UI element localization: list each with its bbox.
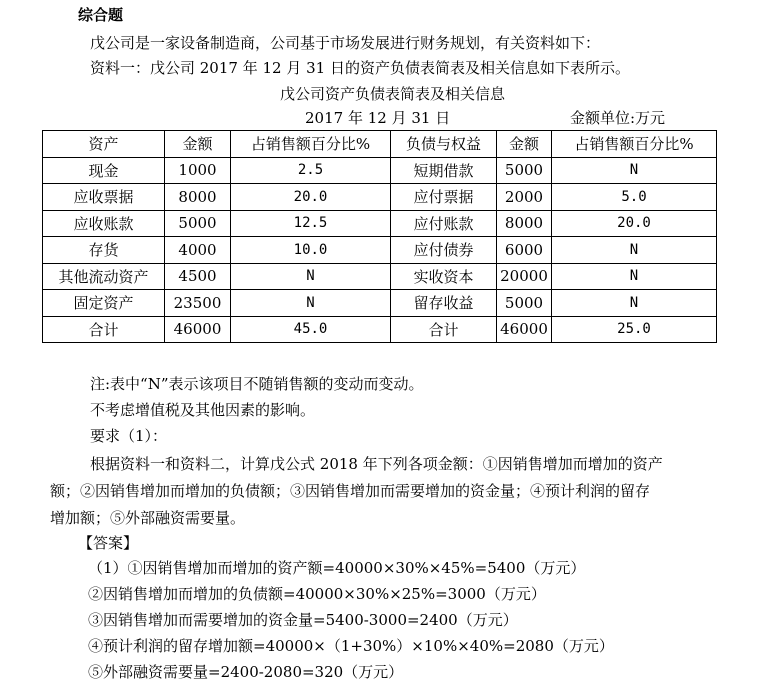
note-vat: 不考虑增值税及其他因素的影响。 xyxy=(90,401,316,419)
table-row xyxy=(43,263,717,290)
table-cell: 现金 xyxy=(43,157,165,184)
answer-line: ②因销售增加而增加的负债额=40000×30%×25%=3000（万元） xyxy=(88,585,546,603)
table-cell: 20.0 xyxy=(552,210,717,237)
table-row xyxy=(43,290,717,317)
table-cell: 短期借款 xyxy=(391,157,497,184)
requirement-line: 根据资料一和资料二，计算戊公式 2018 年下列各项金额：①因销售增加而增加的资产 xyxy=(90,455,663,473)
table-cell: 46000 xyxy=(497,316,552,343)
table-cell: 应付债券 xyxy=(391,237,497,264)
balance-sheet-table xyxy=(42,130,717,343)
table-cell: 5000 xyxy=(165,210,231,237)
table-cell: 6000 xyxy=(497,237,552,264)
table-row xyxy=(43,237,717,264)
table-cell: N xyxy=(552,263,717,290)
note-n-meaning: 注:表中“N”表示该项目不随销售额的变动而变动。 xyxy=(90,375,424,393)
table-cell: N xyxy=(552,157,717,184)
table-cell: 合计 xyxy=(43,316,165,343)
table-row xyxy=(43,157,717,184)
table-cell: 实收资本 xyxy=(391,263,497,290)
table-cell: 2.5 xyxy=(231,157,391,184)
table-cell: 20000 xyxy=(497,263,552,290)
table-cell: 应收票据 xyxy=(43,184,165,211)
table-row xyxy=(43,184,717,211)
material-one-paragraph: 资料一：戊公司 2017 年 12 月 31 日的资产负债表简表及相关信息如下表所示。 xyxy=(90,59,630,77)
table-cell: N xyxy=(231,263,391,290)
table-cell: 存货 xyxy=(43,237,165,264)
requirement-label: 要求（1）： xyxy=(90,427,168,445)
table-cell: 46000 xyxy=(165,316,231,343)
header-percent: 占销售额百分比% xyxy=(231,131,391,158)
intro-paragraph: 戊公司是一家设备制造商，公司基于市场发展进行财务规划，有关资料如下： xyxy=(90,34,601,52)
table-cell: 10.0 xyxy=(231,237,391,264)
table-cell: 固定资产 xyxy=(43,290,165,317)
table-cell: 5000 xyxy=(497,290,552,317)
table-cell: 留存收益 xyxy=(391,290,497,317)
table-cell: 合计 xyxy=(391,316,497,343)
table-cell: 4500 xyxy=(165,263,231,290)
table-date: 2017 年 12 月 31 日 xyxy=(305,109,451,127)
header-amount: 金额 xyxy=(497,131,552,158)
table-cell: 8000 xyxy=(165,184,231,211)
table-cell: 其他流动资产 xyxy=(43,263,165,290)
requirement-line: 增加额；⑤外部融资需要量。 xyxy=(50,509,246,527)
answer-line: ⑤外部融资需要量=2400-2080=320（万元） xyxy=(88,663,404,681)
table-cell: 5000 xyxy=(497,157,552,184)
table-cell: 25.0 xyxy=(552,316,717,343)
table-cell: 23500 xyxy=(165,290,231,317)
section-title: 综合题 xyxy=(78,6,124,24)
table-title: 戊公司资产负债表简表及相关信息 xyxy=(280,85,506,103)
table-cell: 应付票据 xyxy=(391,184,497,211)
table-unit: 金额单位:万元 xyxy=(570,109,666,127)
header-amount: 金额 xyxy=(165,131,231,158)
table-cell: 45.0 xyxy=(231,316,391,343)
table-cell: 应付账款 xyxy=(391,210,497,237)
table-cell: 20.0 xyxy=(231,184,391,211)
table-cell: 12.5 xyxy=(231,210,391,237)
table-cell: N xyxy=(552,290,717,317)
table-cell: 8000 xyxy=(497,210,552,237)
answer-line: ④预计利润的留存增加额=40000×（1+30%）×10%×40%=2080（万元） xyxy=(88,637,614,655)
answer-line: ③因销售增加而需要增加的资金量=5400-3000=2400（万元） xyxy=(88,611,518,629)
table-cell: N xyxy=(552,237,717,264)
table-total-row xyxy=(43,316,717,343)
table-cell: 应收账款 xyxy=(43,210,165,237)
header-assets: 资产 xyxy=(43,131,165,158)
table-row xyxy=(43,210,717,237)
header-liabilities-equity: 负债与权益 xyxy=(391,131,497,158)
table-cell: N xyxy=(231,290,391,317)
answer-line: （1）①因销售增加而增加的资产额=40000×30%×45%=5400（万元） xyxy=(88,559,586,577)
table-cell: 2000 xyxy=(497,184,552,211)
table-cell: 1000 xyxy=(165,157,231,184)
table-header-row xyxy=(43,131,717,158)
table-cell: 5.0 xyxy=(552,184,717,211)
table-cell: 4000 xyxy=(165,237,231,264)
header-percent: 占销售额百分比% xyxy=(552,131,717,158)
answer-label: 【答案】 xyxy=(78,534,139,552)
requirement-line: 额；②因销售增加而增加的负债额；③因销售增加而需要增加的资金量；④预计利润的留存 xyxy=(50,482,651,500)
